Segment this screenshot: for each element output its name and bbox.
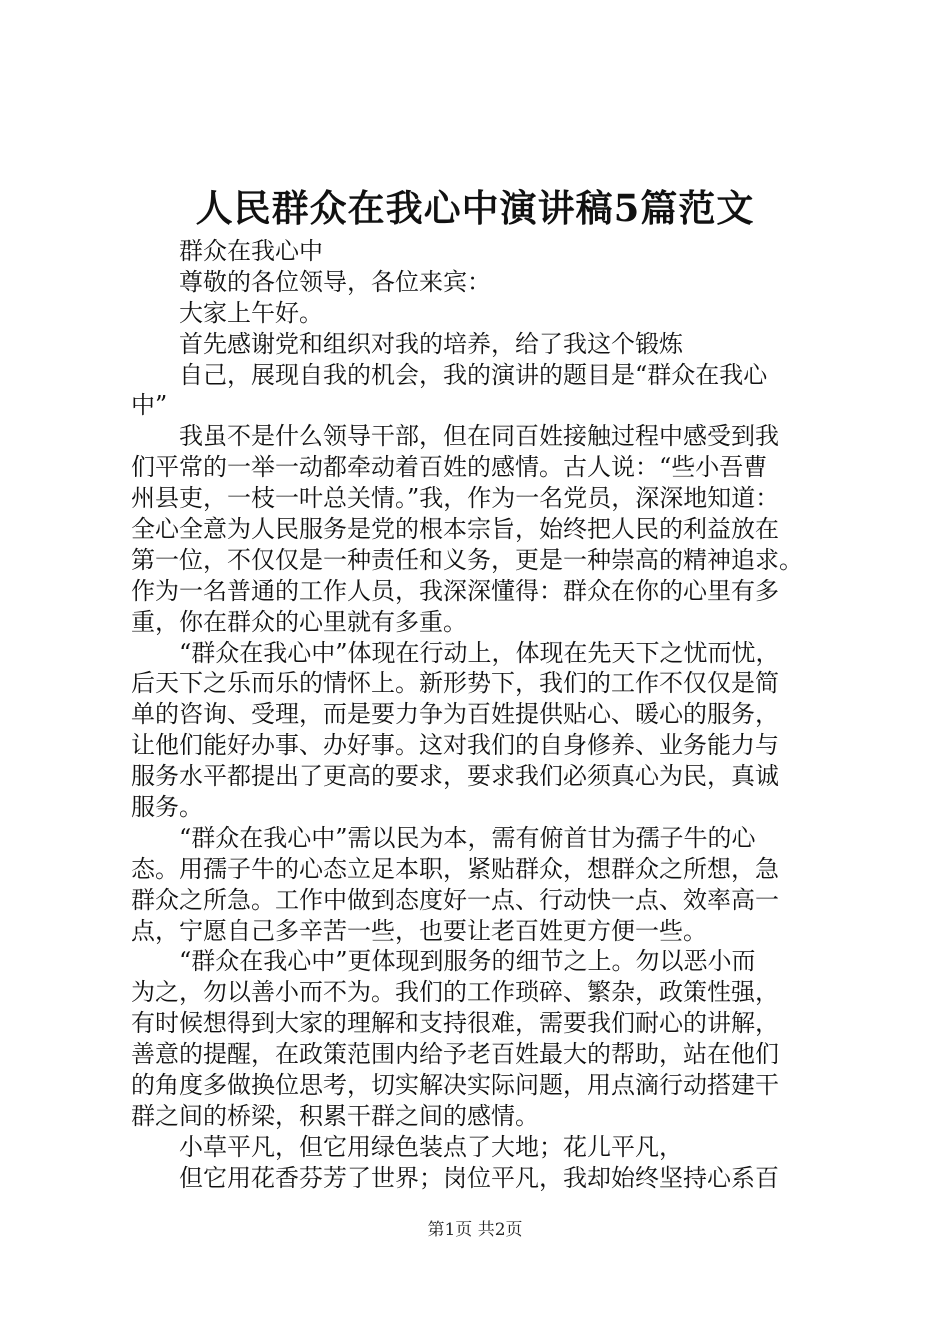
text-line: 首先感谢党和组织对我的培养，给了我这个锻炼 bbox=[179, 329, 683, 358]
text-line: 善意的提醒，在政策范围内给予老百姓最大的帮助，站在他们 bbox=[131, 1040, 779, 1069]
text-line: 点，宁愿自己多辛苦一些，也要让老百姓更方便一些。 bbox=[131, 916, 707, 945]
text-line: 让他们能好办事、办好事。这对我们的自身修养、业务能力与 bbox=[131, 731, 779, 760]
text-line: 的角度多做换位思考，切实解决实际问题，用点滴行动搭建干 bbox=[131, 1071, 779, 1100]
text-line: 第一位，不仅仅是一种责任和义务，更是一种崇高的精神追求。 bbox=[131, 545, 803, 574]
text-line: 尊敬的各位领导，各位来宾： bbox=[179, 267, 491, 296]
text-line: 重，你在群众的心里就有多重。 bbox=[131, 607, 467, 636]
text-line: 大家上午好。 bbox=[179, 298, 323, 327]
text-line: 州县吏，一枝一叶总关情。”我，作为一名党员，深深地知道： bbox=[131, 484, 780, 513]
text-line: “群众在我心中”体现在行动上，体现在先天下之忧而忧， bbox=[179, 638, 780, 667]
page-footer: 第1页 共2页 bbox=[427, 1220, 523, 1240]
text-line: “群众在我心中”更体现到服务的细节之上。勿以恶小而 bbox=[179, 947, 756, 976]
text-line: “群众在我心中”需以民为本，需有俯首甘为孺子牛的心 bbox=[179, 823, 756, 852]
text-line: 中” bbox=[131, 391, 168, 420]
text-line: 群众之所急。工作中做到态度好一点、行动快一点、效率高一 bbox=[131, 885, 779, 914]
text-line: 服务。 bbox=[131, 793, 203, 822]
text-line: 单的咨询、受理，而是要力争为百姓提供贴心、暖心的服务， bbox=[131, 700, 779, 729]
document-body bbox=[131, 236, 831, 1194]
text-line: 自己，展现自我的机会，我的演讲的题目是“群众在我心 bbox=[179, 360, 768, 389]
text-line: 服务水平都提出了更高的要求，要求我们必须真心为民，真诚 bbox=[131, 762, 779, 791]
text-line: 态。用孺子牛的心态立足本职，紧贴群众，想群众之所想，急 bbox=[131, 854, 779, 883]
text-line: 作为一名普通的工作人员，我深深懂得：群众在你的心里有多 bbox=[131, 576, 779, 605]
text-line: 群之间的桥梁，积累干群之间的感情。 bbox=[131, 1101, 539, 1130]
text-line: 有时候想得到大家的理解和支持很难，需要我们耐心的讲解， bbox=[131, 1009, 779, 1038]
text-line: 为之，勿以善小而不为。我们的工作琐碎、繁杂，政策性强， bbox=[131, 978, 779, 1007]
text-line: 我虽不是什么领导干部，但在同百姓接触过程中感受到我 bbox=[179, 422, 779, 451]
text-line: 但它用花香芬芳了世界；岗位平凡，我却始终坚持心系百 bbox=[179, 1163, 779, 1192]
text-line: 群众在我心中 bbox=[179, 237, 323, 265]
text-line: 小草平凡，但它用绿色装点了大地；花儿平凡， bbox=[179, 1132, 683, 1161]
text-line: 后天下之乐而乐的情怀上。新形势下，我们的工作不仅仅是简 bbox=[131, 669, 779, 698]
text-line: 们平常的一举一动都牵动着百姓的感情。古人说：“些小吾曹 bbox=[131, 453, 768, 482]
document-title: 人民群众在我心中演讲稿5篇范文 bbox=[195, 186, 755, 230]
text-line: 全心全意为人民服务是党的根本宗旨，始终把人民的利益放在 bbox=[131, 515, 779, 544]
